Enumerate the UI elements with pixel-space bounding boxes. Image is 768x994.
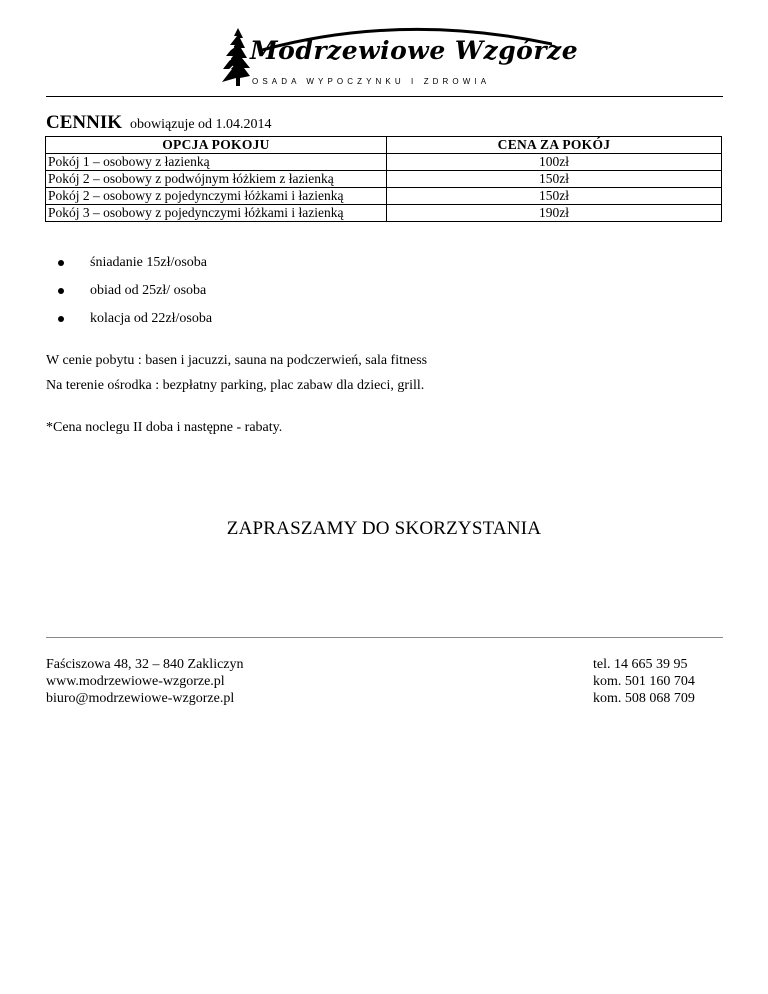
bullet-icon — [58, 260, 64, 266]
larch-tree-icon — [220, 26, 254, 86]
table-row — [46, 171, 722, 188]
list-item — [46, 282, 212, 310]
mobile-text-1: kom. 501 160 704 — [593, 674, 695, 689]
meal-list — [46, 254, 212, 338]
price-list-heading — [46, 112, 272, 134]
room-option: Pokój 1 – osobowy z łazienką — [46, 154, 387, 171]
logo-wordmark: Modrzewiowe Wzgórze — [250, 36, 579, 65]
room-price: 150zł — [387, 188, 722, 205]
room-price: 150zł — [387, 171, 722, 188]
room-price: 190zł — [387, 205, 722, 222]
room-price: 100zł — [387, 154, 722, 171]
email-text: biuro@modrzewiowe-wzgorze.pl — [46, 691, 235, 706]
list-item — [46, 310, 212, 338]
grounds-amenities-text: Na terenie ośrodka : bezpłatny parking, plac zabaw dla dzieci, grill. — [46, 378, 425, 393]
room-option: Pokój 3 – osobowy z pojedynczymi łóżkami i łazienką — [46, 205, 387, 222]
meal-dinner: kolacja od 22zł/osoba — [90, 311, 213, 326]
discount-note: *Cena noclegu II doba i następne - rabaty. — [46, 420, 283, 435]
logo-tagline: OSADA WYPOCZYNKU I ZDROWIA — [252, 77, 491, 86]
phone-text: tel. 14 665 39 95 — [593, 657, 688, 672]
footer-contact-address — [46, 656, 244, 707]
table-row — [46, 154, 722, 171]
bullet-icon — [58, 288, 64, 294]
column-header-option: OPCJA POKOJU — [46, 137, 387, 154]
included-amenities-text: W cenie pobytu : basen i jacuzzi, sauna na podczerwień, sala fitness — [46, 353, 428, 368]
price-table — [45, 136, 722, 222]
footer-contact-phones — [593, 656, 695, 707]
mobile-text-2: kom. 508 068 709 — [593, 691, 695, 706]
valid-from-text: obowiązuje od 1.04.2014 — [130, 117, 272, 132]
footer-divider — [46, 637, 723, 638]
room-option: Pokój 2 – osobowy z podwójnym łóżkiem z łazienką — [46, 171, 387, 188]
logo — [212, 22, 579, 94]
invitation-heading: ZAPRASZAMY DO SKORZYSTANIA — [226, 518, 542, 539]
meal-lunch: obiad od 25zł/ osoba — [90, 283, 207, 298]
website-text: www.modrzewiowe-wzgorze.pl — [46, 674, 225, 689]
page-title: CENNIK — [46, 112, 123, 133]
table-header-row — [46, 137, 722, 154]
address-text: Faściszowa 48, 32 – 840 Zakliczyn — [46, 657, 244, 672]
list-item — [46, 254, 212, 282]
header-divider — [46, 96, 723, 97]
column-header-price: CENA ZA POKÓJ — [387, 137, 722, 154]
table-row — [46, 205, 722, 222]
room-option: Pokój 2 – osobowy z pojedynczymi łóżkami i łazienką — [46, 188, 387, 205]
meal-breakfast: śniadanie 15zł/osoba — [90, 255, 208, 270]
bullet-icon — [58, 316, 64, 322]
table-row — [46, 188, 722, 205]
